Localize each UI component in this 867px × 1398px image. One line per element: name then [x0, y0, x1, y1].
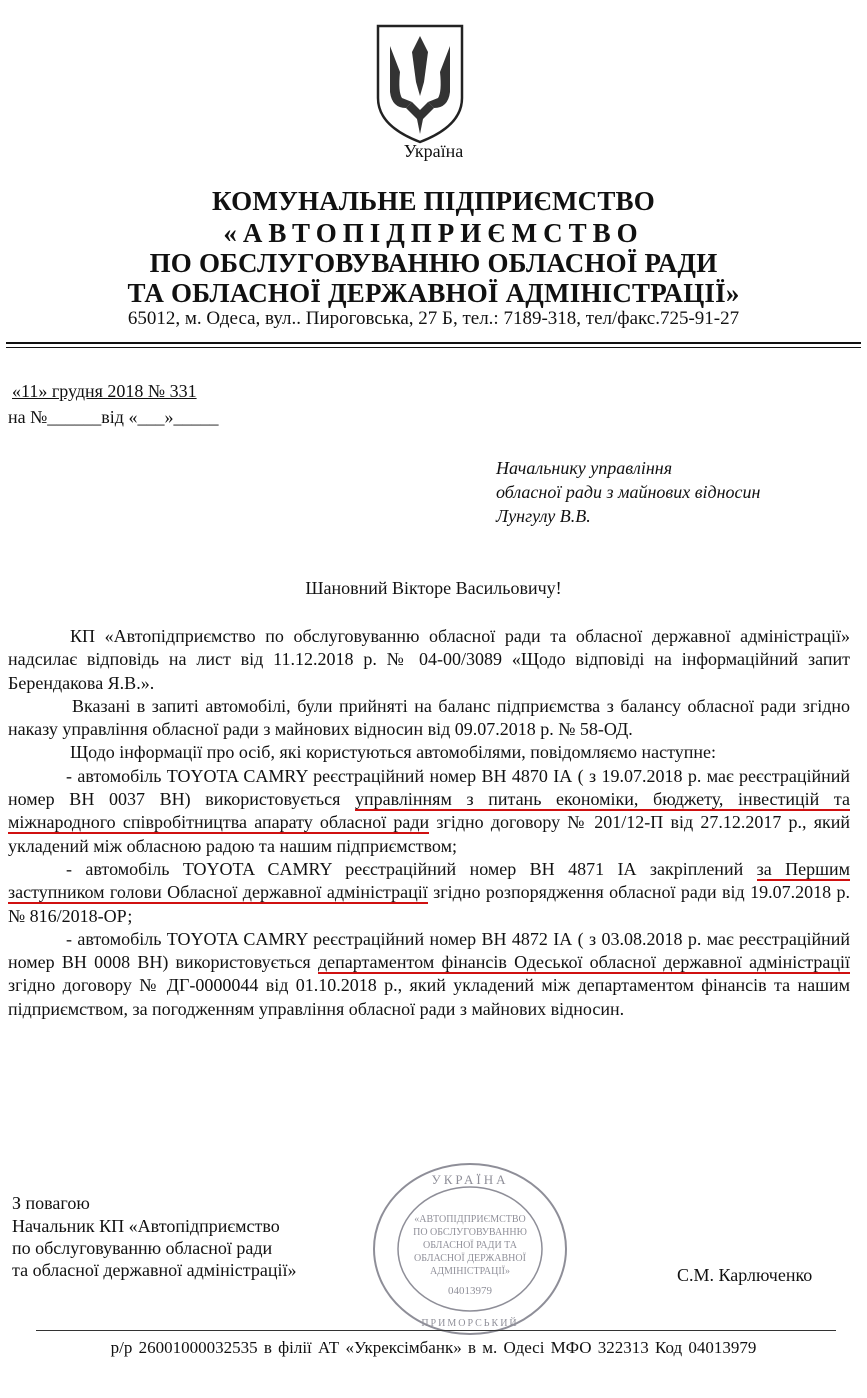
header-divider-thin — [6, 347, 861, 348]
highlighted-text: департаментом фінансів Одеської обласної державної адміністрації — [317, 952, 850, 973]
signature-line: Начальник КП «Автопідприємство — [12, 1216, 280, 1236]
svg-text:УКРАЇНА: УКРАЇНА — [431, 1172, 509, 1187]
org-name-line2: «АВТОПІДПРИЄМСТВО — [223, 218, 644, 248]
org-name-line3: ПО ОБСЛУГОВУВАННЮ ОБЛАСНОЇ РАДИ — [149, 248, 718, 278]
recipient-line: Начальнику управління — [496, 458, 673, 478]
regards: З повагою — [12, 1193, 90, 1213]
recipient-block — [496, 456, 760, 528]
signer-name: С.М. Карлюченко — [677, 1265, 813, 1285]
paragraph: Вказані в запиті автомобілі, були прийняті на баланс підприємства з балансу обласної ради згідно наказу управління обласної ради з майнових відносин від 09.07.2018 р. № 58-ОД. — [8, 695, 850, 740]
recipient-line: обласної ради з майнових відносин — [496, 482, 761, 502]
greeting: Шановний Вікторе Васильовичу! — [305, 578, 562, 598]
reference-line: на №______від «___»_____ — [8, 407, 219, 427]
country-label: Україна — [403, 141, 464, 161]
org-name-line4: ТА ОБЛАСНОЇ ДЕРЖАВНОЇ АДМІНІСТРАЦІЇ» — [127, 278, 740, 308]
svg-text:АДМІНІСТРАЦІЇ»: АДМІНІСТРАЦІЇ» — [430, 1266, 510, 1277]
org-address: 65012, м. Одеса, вул.. Пироговська, 27 Б, тел.: 7189-318, тел/факс.725-91-27 — [127, 308, 740, 329]
svg-text:ПРИМОРСЬКИЙ: ПРИМОРСЬКИЙ — [421, 1318, 519, 1329]
svg-text:ОБЛАСНОЇ РАДИ ТА: ОБЛАСНОЇ РАДИ ТА — [422, 1240, 518, 1251]
recipient-name: Лунгулу В.В. — [496, 506, 591, 526]
signature-line: та обласної державної адміністрації» — [12, 1260, 297, 1280]
svg-text:04013979: 04013979 — [448, 1285, 492, 1297]
list-item: - автомобіль TOYOTA CAMRY реєстраційний номер ВН 4870 ІА ( з 19.07.2018 р. має реєстраційний номер ВН 0037 ВН) використовується управлінням з питань економіки, бюджету, інвестицій та міжнародного співробітництва апарату обласної ради згідно договору № 201/12-П від 27.12.2017 р., який укладений між обласною радою та нашим підприємством; — [8, 765, 850, 856]
org-name-line1: КОМУНАЛЬНЕ ПІДПРИЄМСТВО — [212, 186, 655, 216]
footer-divider — [36, 1330, 836, 1331]
trident-emblem-icon — [372, 22, 468, 146]
header-divider — [6, 342, 861, 344]
official-stamp-icon — [370, 1160, 570, 1338]
svg-text:ПО ОБСЛУГОВУВАННЮ: ПО ОБСЛУГОВУВАННЮ — [413, 1227, 527, 1238]
bank-details: р/р 26001000032535 в філії АТ «Укрексімбанк» в м. Одесі МФО 322313 Код 04013979 — [110, 1338, 757, 1357]
list-item: - автомобіль TOYOTA CAMRY реєстраційний номер ВН 4872 ІА ( з 03.08.2018 р. має реєстраційний номер ВН 0008 ВН) використовується департаментом фінансів Одеської обласної державної адміністрації згідно договору № ДГ-0000044 від 01.10.2018 р., який укладений між департаментом фінансів та нашим підприємством, за погодженням управління обласної ради з майнових відносин. — [8, 928, 850, 1019]
paragraph: КП «Автопідприємство по обслуговуванню обласної ради та обласної державної адміністрації» надсилає відповідь на лист від 11.12.2018 р. № 04-00/3089 «Щодо відповіді на інформаційний запит Берендакова Я.В.». — [8, 626, 850, 693]
signature-line: по обслуговуванню обласної ради — [12, 1238, 273, 1258]
outgoing-number: «11» грудня 2018 № 331 — [12, 381, 197, 401]
highlighted-text: управлінням з питань економіки, бюджету, інвестицій та міжнародного співробітництва апарату обласної ради — [8, 789, 850, 833]
signature-title — [12, 1215, 296, 1281]
svg-text:«АВТОПІДПРИЄМСТВО: «АВТОПІДПРИЄМСТВО — [414, 1214, 526, 1225]
highlighted-text: за Першим заступником голови Обласної державної адміністрації — [8, 858, 850, 903]
letter-body — [8, 625, 850, 1021]
list-item: - автомобіль TOYOTA CAMRY реєстраційний номер ВН 4871 ІА закріплений за Першим заступником голови Обласної державної адміністрації згідно розпорядження обласної ради від 19.07.2018 р. № 816/2018-ОР; — [8, 858, 850, 926]
svg-text:ОБЛАСНОЇ ДЕРЖАВНОЇ: ОБЛАСНОЇ ДЕРЖАВНОЇ — [414, 1253, 526, 1264]
paragraph: Щодо інформації про осіб, які користуються автомобілями, повідомляємо наступне: — [70, 742, 716, 763]
